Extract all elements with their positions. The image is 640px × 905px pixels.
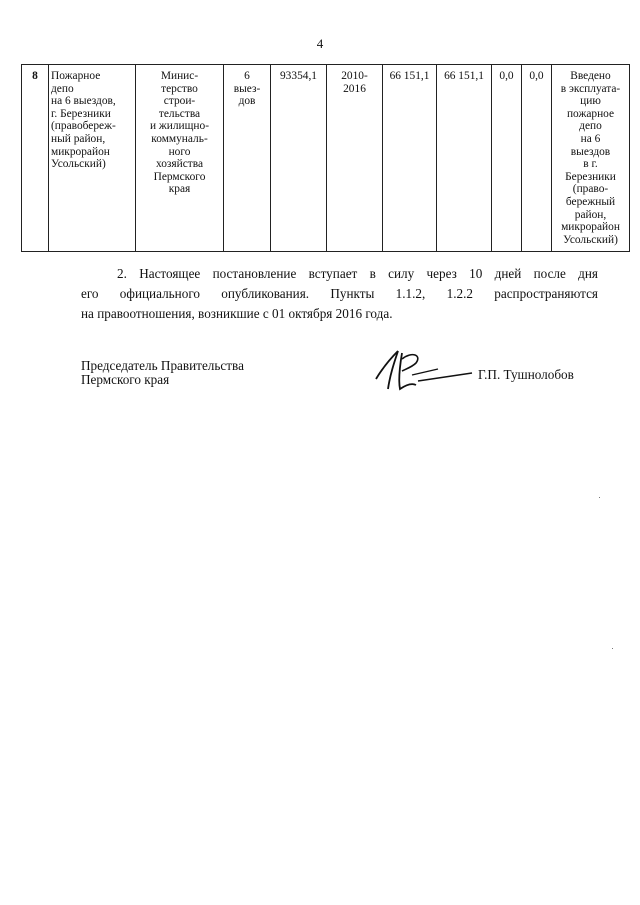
cost-total-cell: 66 151,1 [383, 65, 437, 252]
paragraph-line: его официального опубликования. Пункты 1.1.2, 1.2.2 распространяются [81, 286, 598, 301]
cost-regional-cell: 66 151,1 [437, 65, 492, 252]
cost-col9-cell: 0,0 [522, 65, 552, 252]
cost-col8-cell: 0,0 [492, 65, 522, 252]
status-cell: Введено в эксплуата- цию пожарное депо на 6 выездов в г. Березники (право- бережный район, микрорайон Усольский) [552, 65, 630, 252]
scan-speck [599, 497, 600, 498]
handwritten-signature [372, 345, 474, 395]
signer-name: Г.П. Тушнолобов [478, 367, 574, 382]
object-name-cell: Пожарное депо на 6 выездов, г. Березники (правобереж- ный район, микрорайон Усольский) [49, 65, 136, 252]
signer-title: Председатель Правительства Пермского края [81, 358, 244, 387]
row-number-cell: 8 [22, 65, 49, 252]
scan-speck [612, 648, 613, 649]
customer-cell: Минис- терство строи- тельства и жилищно- коммуналь- ного хозяйства Пермского края [136, 65, 224, 252]
objects-table [21, 64, 630, 252]
page-number: 4 [316, 36, 324, 51]
capacity-cell: 6 выез- дов [224, 65, 271, 252]
table-row [22, 65, 630, 252]
paragraph-line: 2. Настоящее постановление вступает в силу через 10 дней после дня [117, 266, 598, 281]
effective-date-paragraph [81, 264, 598, 324]
estimated-cost-cell: 93354,1 [271, 65, 327, 252]
period-cell: 2010- 2016 [327, 65, 383, 252]
paragraph-line: на правоотношения, возникшие с 01 октября 2016 года. [81, 306, 393, 321]
